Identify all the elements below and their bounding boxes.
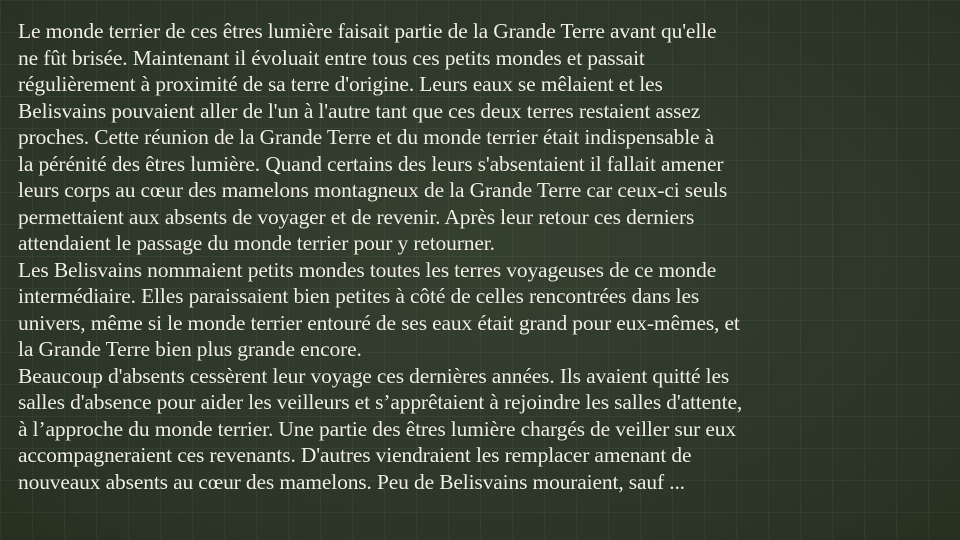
paragraph-3: Beaucoup d'absents cessèrent leur voyage ces dernières années. Ils avaient quitté les salles d'absence pour aider les veilleurs et s’apprêtaient à rejoindre les salles d'attente, à l’approche du monde terrier. Une partie des êtres lumière chargés de veiller sur eux accompagneraient ces revenants. D'autres viendraient les remplacer amenant de nouveaux absents au cœur des mamelons. Peu de Belisvains mouraient, sauf ... xyxy=(18,363,743,494)
paragraph-1: Le monde terrier de ces êtres lumière faisait partie de la Grande Terre avant qu'elle ne fût brisée. Maintenant il évoluait entre tous ces petits mondes et passait régulièrement à proximité de sa terre d'origine. Leurs eaux se mêlaient et les Belisvains pouvaient aller de l'un à l'autre tant que ces deux terres restaient assez proches. Cette réunion de la Grande Terre et du monde terrier était indispensable à la pérénité des êtres lumière. Quand certains des leurs s'absentaient il fallait amener leurs corps au cœur des mamelons montagneux de la Grande Terre car ceux-ci seuls permettaient aux absents de voyager et de revenir. Après leur retour ces derniers attendaient le passage du monde terrier pour y retourner. xyxy=(18,19,728,255)
paragraph-2: Les Belisvains nommaient petits mondes toutes les terres voyageuses de ce monde intermédiaire. Elles paraissaient bien petites à côté de celles rencontrées dans les univers, même si le monde terrier entouré de ses eaux était grand pour eux-mêmes, et la Grande Terre bien plus grande encore. xyxy=(18,257,740,361)
text-page xyxy=(18,18,942,528)
